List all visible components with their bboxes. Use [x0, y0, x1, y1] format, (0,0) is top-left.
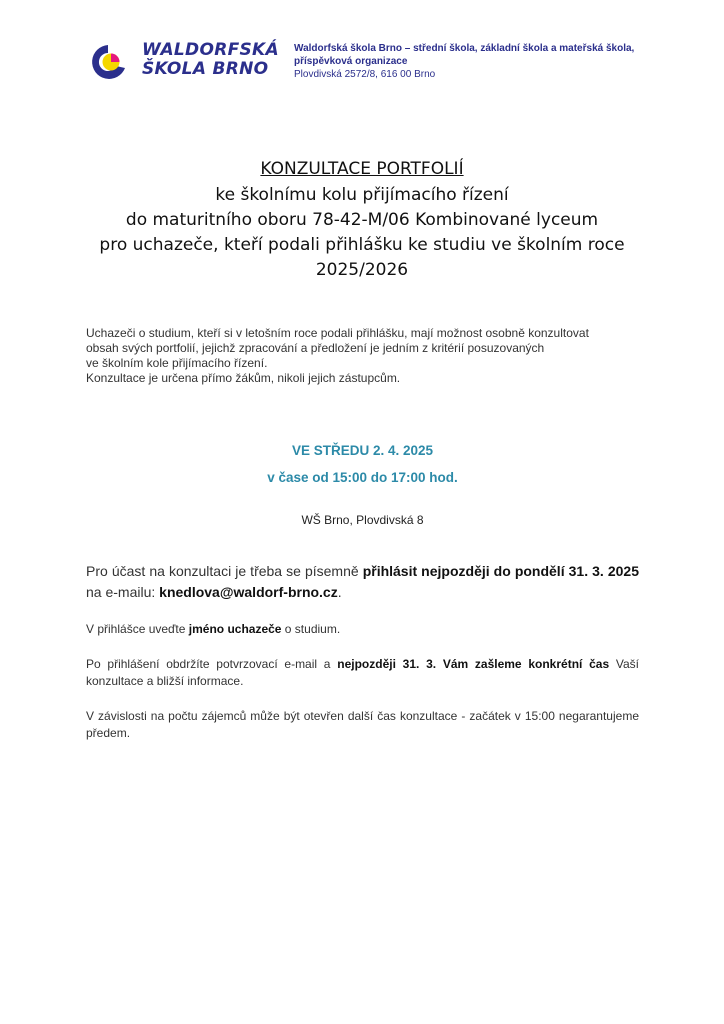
- subtitle-line-3: pro uchazeče, kteří podali přihlášku ke studiu ve školním roce: [99, 235, 625, 255]
- confirm-note-text-2: Vaší konzultace a bližší informace.: [86, 657, 639, 688]
- page-header: [86, 40, 646, 90]
- org-address: Plovdivská 2572/8, 616 00 Brno: [294, 69, 436, 80]
- school-logo: [86, 40, 279, 90]
- intro-line-4: Konzultace je určena přímo žákům, nikoli jejich zástupcům.: [86, 371, 401, 385]
- subtitle-line-4: 2025/2026: [315, 260, 409, 280]
- intro-paragraph: [86, 326, 639, 386]
- event-place: WŠ Brno, Plovdivská 8: [301, 513, 424, 527]
- title-block: [40, 157, 684, 283]
- logo-mark-icon: [86, 42, 132, 82]
- org-name-line-2: příspěvková organizace: [294, 56, 408, 67]
- event-date: VE STŘEDU 2. 4. 2025: [291, 443, 434, 458]
- registration-deadline: přihlásit nejpozději do pondělí 31. 3. 2025: [362, 563, 639, 579]
- subtitle-line-2: do maturitního oboru 78-42-M/06 Kombinované lyceum: [125, 210, 599, 230]
- registration-text-3: .: [337, 584, 342, 600]
- name-note-bold: jméno uchazeče: [188, 622, 282, 636]
- confirm-note-bold: nejpozději 31. 3. Vám zašleme konkrétní čas: [337, 657, 610, 671]
- intro-line-1: Uchazeči o studium, kteří si v letošním roce podali přihlášku, mají možnost osobně konzultovat: [86, 326, 589, 340]
- registration-email[interactable]: knedlova@waldorf-brno.cz: [159, 584, 338, 600]
- registration-paragraph: [86, 561, 639, 603]
- name-note: [86, 621, 639, 638]
- registration-text-1: Pro účast na konzultaci je třeba se písemně: [86, 563, 363, 579]
- subtitle-line-1: ke školnímu kolu přijímacího řízení: [215, 185, 509, 205]
- org-name-line-1: Waldorfská škola Brno – střední škola, základní škola a mateřská škola,: [294, 43, 635, 54]
- intro-line-3: ve školním kole přijímacího řízení.: [86, 356, 268, 370]
- confirm-note: [86, 656, 639, 690]
- logo-wordmark: [142, 41, 279, 79]
- logo-line-1: WALDORFSKÁ: [142, 40, 279, 60]
- event-time: v čase od 15:00 do 17:00 hod.: [267, 470, 458, 485]
- intro-line-2: obsah svých portfolií, jejichž zpracování a předložení je jedním z kritérií posuzovaných: [86, 341, 545, 355]
- extra-note: V závislosti na počtu zájemců může být otevřen další čas konzultace - začátek v 15:00 negarantujeme předem.: [86, 709, 639, 740]
- name-note-text-1: V přihlášce uveďte: [86, 622, 189, 636]
- logo-line-2: ŠKOLA BRNO: [142, 59, 269, 79]
- page-title: KONZULTACE PORTFOLIÍ: [260, 159, 464, 179]
- organization-info: [294, 42, 644, 81]
- registration-text-2: na e-mailu:: [86, 584, 160, 600]
- confirm-note-text-1: Po přihlášení obdržíte potvrzovací e-mail a: [86, 657, 338, 671]
- name-note-text-2: o studium.: [281, 622, 341, 636]
